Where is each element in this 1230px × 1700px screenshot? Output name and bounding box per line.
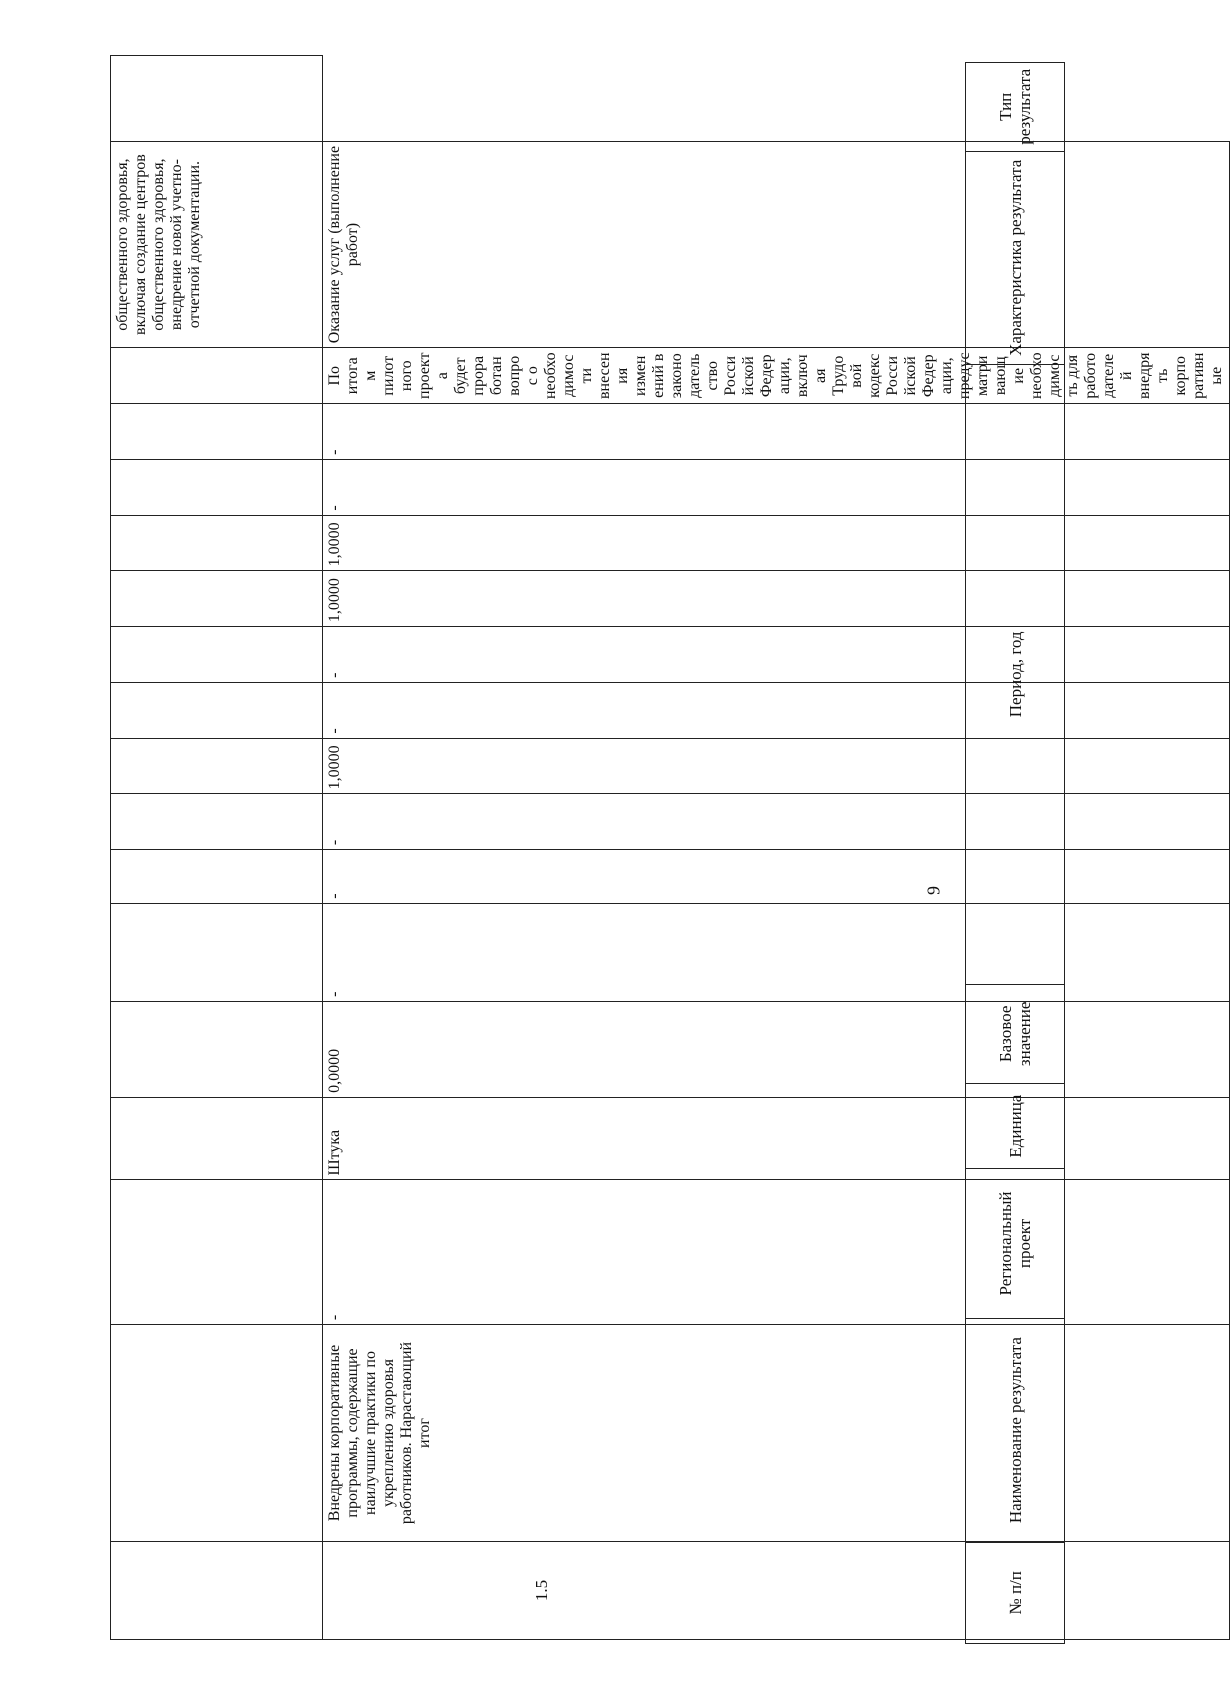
characteristic-cell-continued: общественного здоровья, включая создание центров общественного здоровья, внедрение новой учетно-отчетной документации.: [111, 141, 323, 348]
cell-empty: [111, 459, 323, 515]
period-value-4: 1,0000: [323, 738, 1230, 794]
table-row-1-5: [323, 56, 1230, 1640]
period-value-8: 1,0000: [323, 515, 1230, 571]
page-number: 9: [923, 886, 944, 895]
header-base-value: Базовое значение: [966, 984, 1065, 1083]
period-value-6: -: [323, 627, 1230, 683]
cell-empty: [111, 1180, 323, 1325]
cell-empty: [111, 850, 323, 904]
header-num: № п/п: [966, 1542, 1065, 1643]
cell-empty: [111, 515, 323, 571]
period-value-2: -: [323, 850, 1230, 904]
cell-empty: [111, 1325, 323, 1542]
period-value-1: -: [323, 903, 1230, 1001]
cell-empty: [111, 404, 323, 460]
cell-empty: [111, 794, 323, 850]
table-row-continuation: [111, 56, 323, 1640]
cell-empty: [111, 682, 323, 738]
cell-empty: [111, 903, 323, 1001]
header-period: Период, год: [966, 364, 1065, 984]
regional-project-cell: -: [323, 1180, 1230, 1325]
header-table: [965, 62, 1065, 1644]
period-value-10: -: [323, 404, 1230, 460]
result-type-cell: Оказание услуг (выполнение работ): [323, 141, 1230, 348]
header-name: Наименование результата: [966, 1318, 1065, 1542]
base-value-cell: 0,0000: [323, 1001, 1230, 1097]
header-regional-project: Региональный проект: [966, 1169, 1065, 1318]
cell-empty: [111, 571, 323, 627]
period-value-3: -: [323, 794, 1230, 850]
cell-empty: [111, 1097, 323, 1180]
unit-cell: Штука: [323, 1097, 1230, 1180]
period-value-9: -: [323, 459, 1230, 515]
cell-empty: [111, 1541, 323, 1639]
cell-empty: [111, 348, 323, 404]
characteristic-cell: По итогам пилотного проекта будет проработан вопрос о необходимости внесения изменений в законодательство Российской Федерации, включая Трудовой кодекс Российской Федерации, предусматривающие необходимость для работодателей внедрять корпоративные: [323, 348, 1230, 404]
header-result-type: Тип результата: [966, 63, 1065, 152]
cell-empty: [111, 627, 323, 683]
period-value-7: 1,0000: [323, 571, 1230, 627]
cell-empty: [111, 56, 323, 142]
row-number: 1.5: [532, 1579, 551, 1602]
header-characteristic: Характеристика результата: [966, 151, 1065, 364]
result-name-cell: Внедрены корпоративные программы, содержащие наилучшие практики по укреплению здоровья работников. Нарастающий итог: [323, 1325, 1230, 1542]
period-value-5: -: [323, 682, 1230, 738]
cell-empty: [111, 738, 323, 794]
cell-empty: [111, 1001, 323, 1097]
header-unit: Единица: [966, 1083, 1065, 1168]
row-number-cell: [323, 1541, 1230, 1639]
